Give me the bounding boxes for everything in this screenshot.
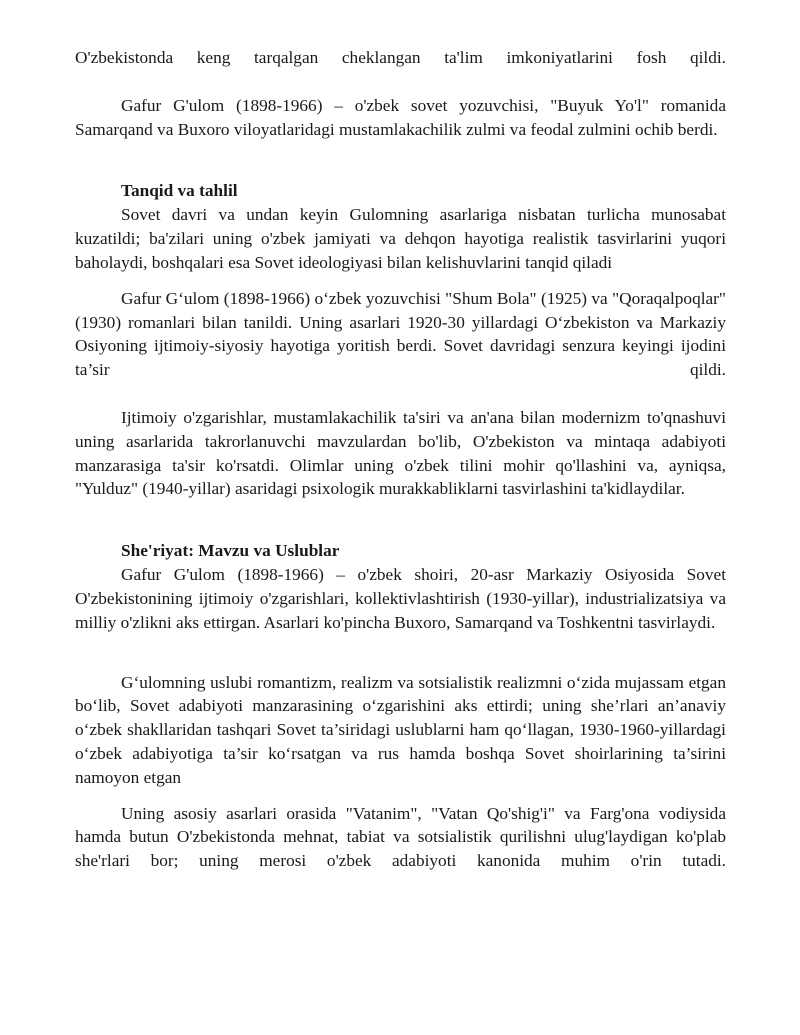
paragraph-0: O'zbekistonda keng tarqalgan cheklangan ta'lim imkoniyatlarini fosh qildi. xyxy=(75,48,726,67)
paragraph-1: Gafur G'ulom (1898-1966) – o'zbek sovet yozuvchisi, "Buyuk Yo'l" romanida Samarqand va Buxoro viloyatlaridagi mustamlakachilik zulmi va feodal zulmini ochib berdi. xyxy=(75,95,726,139)
section-heading-poetry: She'riyat: Mavzu va Uslublar xyxy=(121,541,340,561)
section-heading-criticism: Tanqid va tahlil xyxy=(121,181,238,201)
paragraph-5: Gafur G'ulom (1898-1966) – o'zbek shoiri, 20-asr Markaziy Osiyosida Sovet O'zbekistonining ijtimoiy o'zgarishlari, kollektivlashtirish (1930-yillar), industrializatsiya va milliy o'zlikni aks ettirgan. Asarlari ko'pincha Buxoro, Samarqand va Toshkentni tasvirlaydi. xyxy=(75,565,726,632)
paragraph-2: Sovet davri va undan keyin Gulomning asarlariga nisbatan turlicha munosabat kuzatildi; ba'zilari uning o'zbek jamiyati va dehqon hayotiga realistik tasvirlarini yuqori baholaydi, boshqalari esa Sovet ideologiyasi bilan kelishuvlarini tanqid qiladi xyxy=(75,205,726,272)
paragraph-7: Uning asosiy asarlari orasida "Vatanim", "Vatan Qo'shig'i" va Farg'ona vodiysida hamda butun O'zbekistonda mehnat, tabiat va sotsialistik qurilishni ulug'laydigan ko'plab she'rlari bor; uning merosi o'zbek adabiyoti kanonida muhim o'rin tutadi. xyxy=(75,803,726,871)
paragraph-4: Ijtimoiy o'zgarishlar, mustamlakachilik ta'siri va an'ana bilan modernizm to'qnashuvi uning asarlarida takrorlanuvchi mavzulardan bo'lib, O'zbekiston va mintaqa adabiyoti manzarasiga ta'sir ko'rsatdi. Olimlar uning o'zbek tilini mohir qo'llashini va, ayniqsa, "Yulduz" (1940-yillar) asaridagi psixologik murakkabliklarni tasvirlashini ta'kidlaydilar. xyxy=(75,407,726,499)
paragraph-6: G‘ulomning uslubi romantizm, realizm va sotsialistik realizmni o‘zida mujassam etgan bo‘lib, Sovet adabiyoti manzarasining o‘zgarishini aks ettirdi; uning she’rlari an’anaviy o‘zbek shakllaridan tashqari Sovet ta’siridagi uslublarni ham qo‘llagan, 1930-1960-yillardagi o‘zbek adabiyotiga ta’sir ko‘rsatgan va rus hamda boshqa Sovet shoirlarining ta’sirini namoyon etgan xyxy=(75,672,726,787)
paragraph-3: Gafur G‘ulom (1898-1966) o‘zbek yozuvchisi "Shum Bola" (1925) va "Qoraqalpoqlar" (1930) romanlari bilan tanildi. Uning asarlari 1920-30 yillardagi O‘zbekiston va Markaziy Osiyoning ijtimoiy-siyosiy hayotiga yoritish berdi. Sovet davridagi senzura keyingi ijodini ta’sir qildi. xyxy=(75,288,726,380)
document-body xyxy=(75,46,726,873)
